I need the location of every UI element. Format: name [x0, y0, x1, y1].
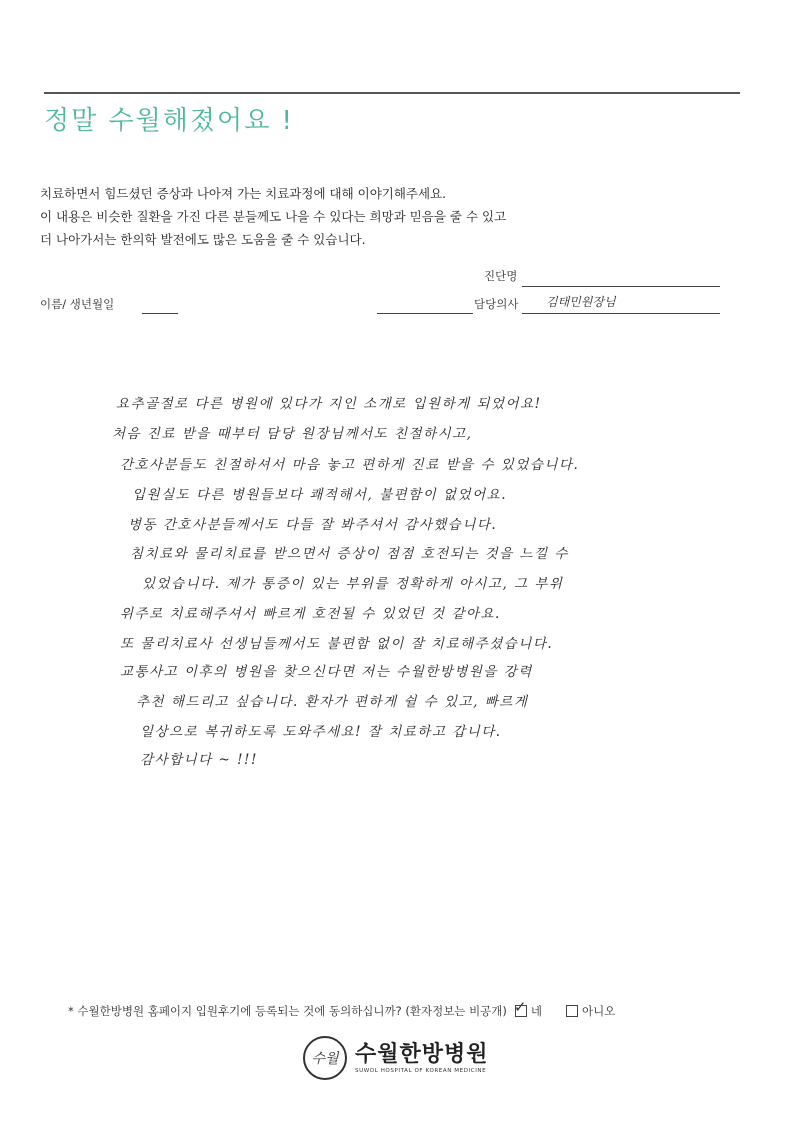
hospital-logo [303, 1036, 489, 1080]
consent-no-label: 아니오 [582, 1004, 616, 1018]
top-rule [44, 92, 740, 94]
doctor-value: 김태민원장님 [546, 295, 616, 309]
letter-line: 처음 진료 받을 때부터 담당 원장님께서도 친절하시고, [112, 426, 473, 442]
intro-line: 치료하면서 힘드셨던 증상과 나아져 가는 치료과정에 대해 이야기해주세요. [40, 186, 447, 201]
doctor-field-line[interactable] [522, 313, 720, 314]
letter-line: 간호사분들도 친절하셔서 마음 놓고 편하게 진료 받을 수 있었습니다. [120, 457, 580, 473]
letter-line: 감사합니다 ~ !!! [140, 752, 258, 768]
checked-checkbox-icon[interactable] [515, 1005, 527, 1017]
hospital-name: 수월한방병원 [355, 1042, 489, 1067]
letter-line: 침치료와 물리치료를 받으면서 증상이 점점 호전되는 것을 느낄 수 [130, 546, 569, 562]
letter-line: 또 물리치료사 선생님들께서도 불편함 없이 잘 치료해주셨습니다. [120, 636, 554, 652]
page-title: 정말 수월해졌어요 ! [44, 106, 294, 136]
birth-field-line[interactable] [377, 313, 473, 314]
name-field-line[interactable] [142, 313, 178, 314]
letter-line: 일상으로 복귀하도록 도와주세요! 잘 치료하고 갑니다. [140, 724, 502, 740]
doctor-label: 담당의사 [474, 297, 519, 311]
name-birth-label: 이름/ 생년월일 [40, 297, 115, 311]
letter-line: 요추골절로 다른 병원에 있다가 지인 소개로 입원하게 되었어요! [116, 396, 542, 412]
letter-line: 입원실도 다른 병원들보다 쾌적해서, 불편함이 없었어요. [132, 487, 507, 503]
consent-no-option[interactable] [566, 1003, 615, 1019]
hospital-tagline: SUWOL HOSPITAL OF KOREAN MEDICINE [355, 1068, 487, 1074]
letter-line: 있었습니다. 제가 통증이 있는 부위를 정확하게 아시고, 그 부위 [142, 576, 564, 592]
intro-line: 더 나아가서는 한의학 발전에도 많은 도움을 줄 수 있습니다. [40, 232, 366, 247]
checkbox-icon[interactable] [566, 1005, 578, 1017]
hospital-logo-mark-icon: 수월 [303, 1036, 347, 1080]
diagnosis-label: 진단명 [484, 269, 518, 283]
consent-yes-option[interactable] [515, 1003, 542, 1019]
letter-line: 교통사고 이후의 병원을 찾으신다면 저는 수월한방병원을 강력 [120, 664, 533, 680]
consent-question: * 수월한방병원 홈페이지 입원후기에 등록되는 것에 동의하십니까? (환자정보는 비공개) [68, 1004, 507, 1018]
consent-row [68, 1003, 615, 1019]
intro-text [40, 182, 506, 251]
letter-line: 위주로 치료해주셔서 빠르게 호전될 수 있었던 것 같아요. [120, 606, 501, 622]
intro-line: 이 내용은 비슷한 질환을 가진 다른 분들께도 나을 수 있다는 희망과 믿음을 줄 수 있고 [40, 209, 507, 224]
letter-line: 추천 해드리고 싶습니다. 환자가 편하게 쉴 수 있고, 빠르게 [136, 694, 529, 710]
diagnosis-field-line[interactable] [522, 286, 720, 287]
letter-line: 병동 간호사분들께서도 다들 잘 봐주셔서 감사했습니다. [128, 517, 498, 533]
consent-yes-label: 네 [530, 1004, 542, 1018]
